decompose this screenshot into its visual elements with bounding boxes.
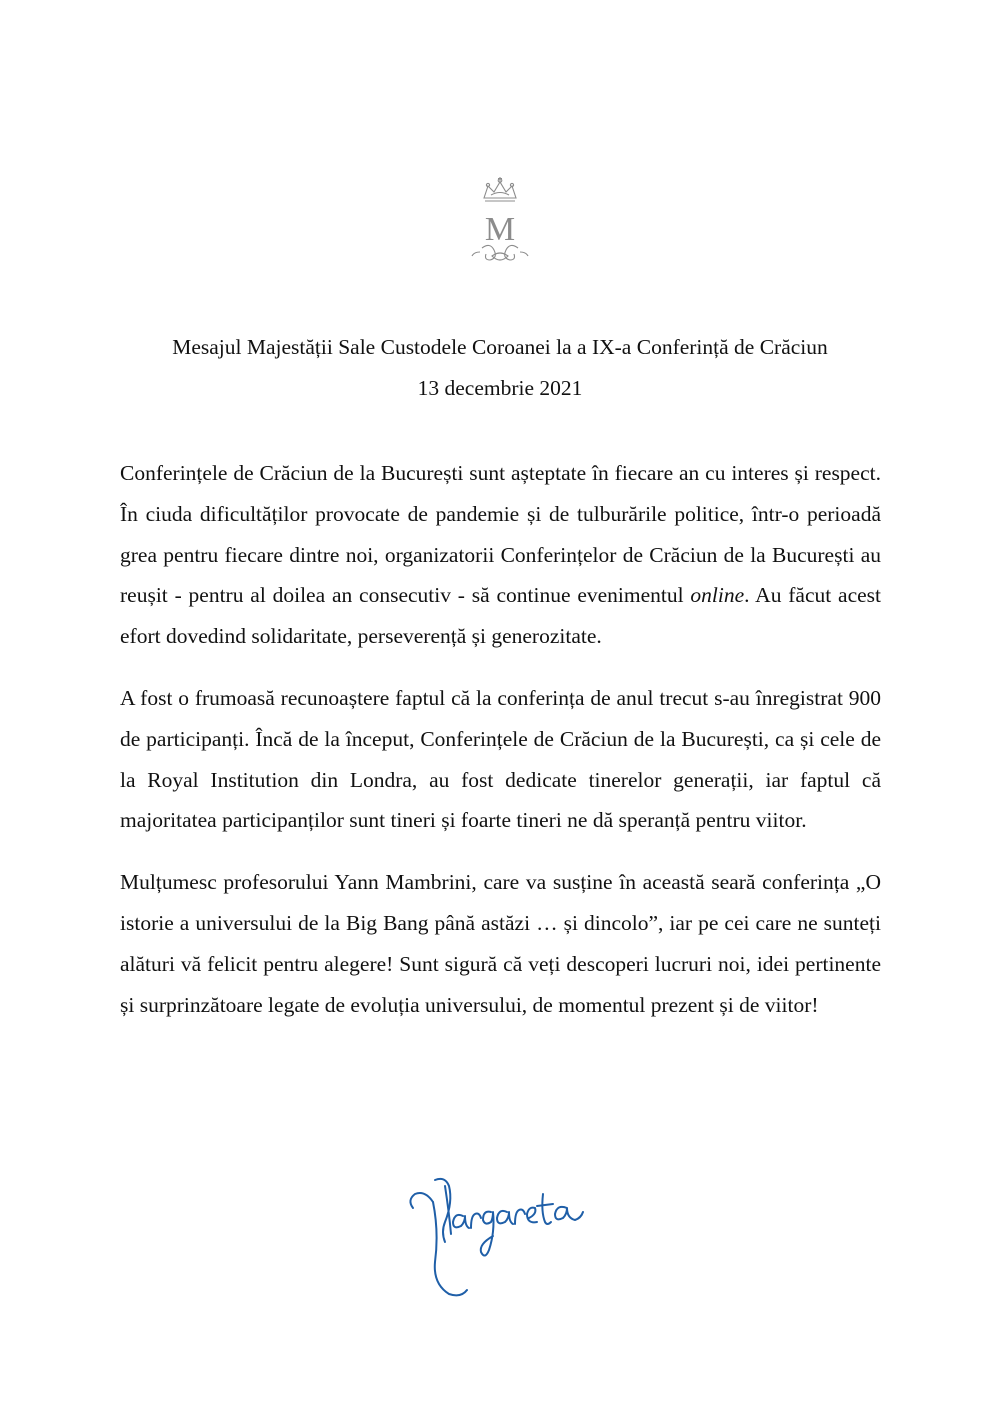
paragraph-1 [120,453,881,657]
document-date: 13 decembrie 2021 [417,376,583,400]
letter-body [120,453,881,1046]
paragraph-3: Mulțumesc profesorului Yann Mambrini, care va susține în această seară conferința „O istorie a universului de la Big Bang până astăzi … și dincolo”, iar pe cei care ne sunteți alături vă felicit pentru alegere! Sunt sigură că veți descoperi lucruri noi, idei pertinente și surprinzătoare legate de evoluția universului, de momentul prezent și de viitor! [120,870,881,1017]
paragraph-1-text-end: . Au făcut acest efort dovedind solidaritate, perseverență și generozitate. [120,583,882,649]
handwritten-signature [405,1172,590,1302]
paragraph-1-italic-word: online [690,583,745,608]
page-title: Mesajul Majestății Sale Custodele Coroanei la a IX-a Conferință de Crăciun [172,335,828,359]
paragraph-2: A fost o frumoasă recunoaștere faptul că la conferința de anul trecut s-au înregistrat 900 de participanți. Încă de la început, Conferințele de Crăciun de la București, ca și cele de la Royal Institution din Londra, au fost dedicate tinerelor generații, iar faptul că majoritatea participanților sunt tineri și foarte tineri ne dă speranță pentru viitor. [120,685,881,833]
paragraph-1-text-start: Conferințele de Crăciun de la București sunt așteptate în fiecare an cu interes și respect. În ciuda dificultăților provocate de pandemie și de tulburările politice, într-o perioadă grea pentru fiecare dintre noi, organizatorii Conferințelor de Crăciun de la București au reușit - pentru al doilea an consecutiv - să continue evenimentul [120,461,881,608]
monogram-letter: M [484,211,516,248]
crowned-monogram-icon [460,176,540,268]
